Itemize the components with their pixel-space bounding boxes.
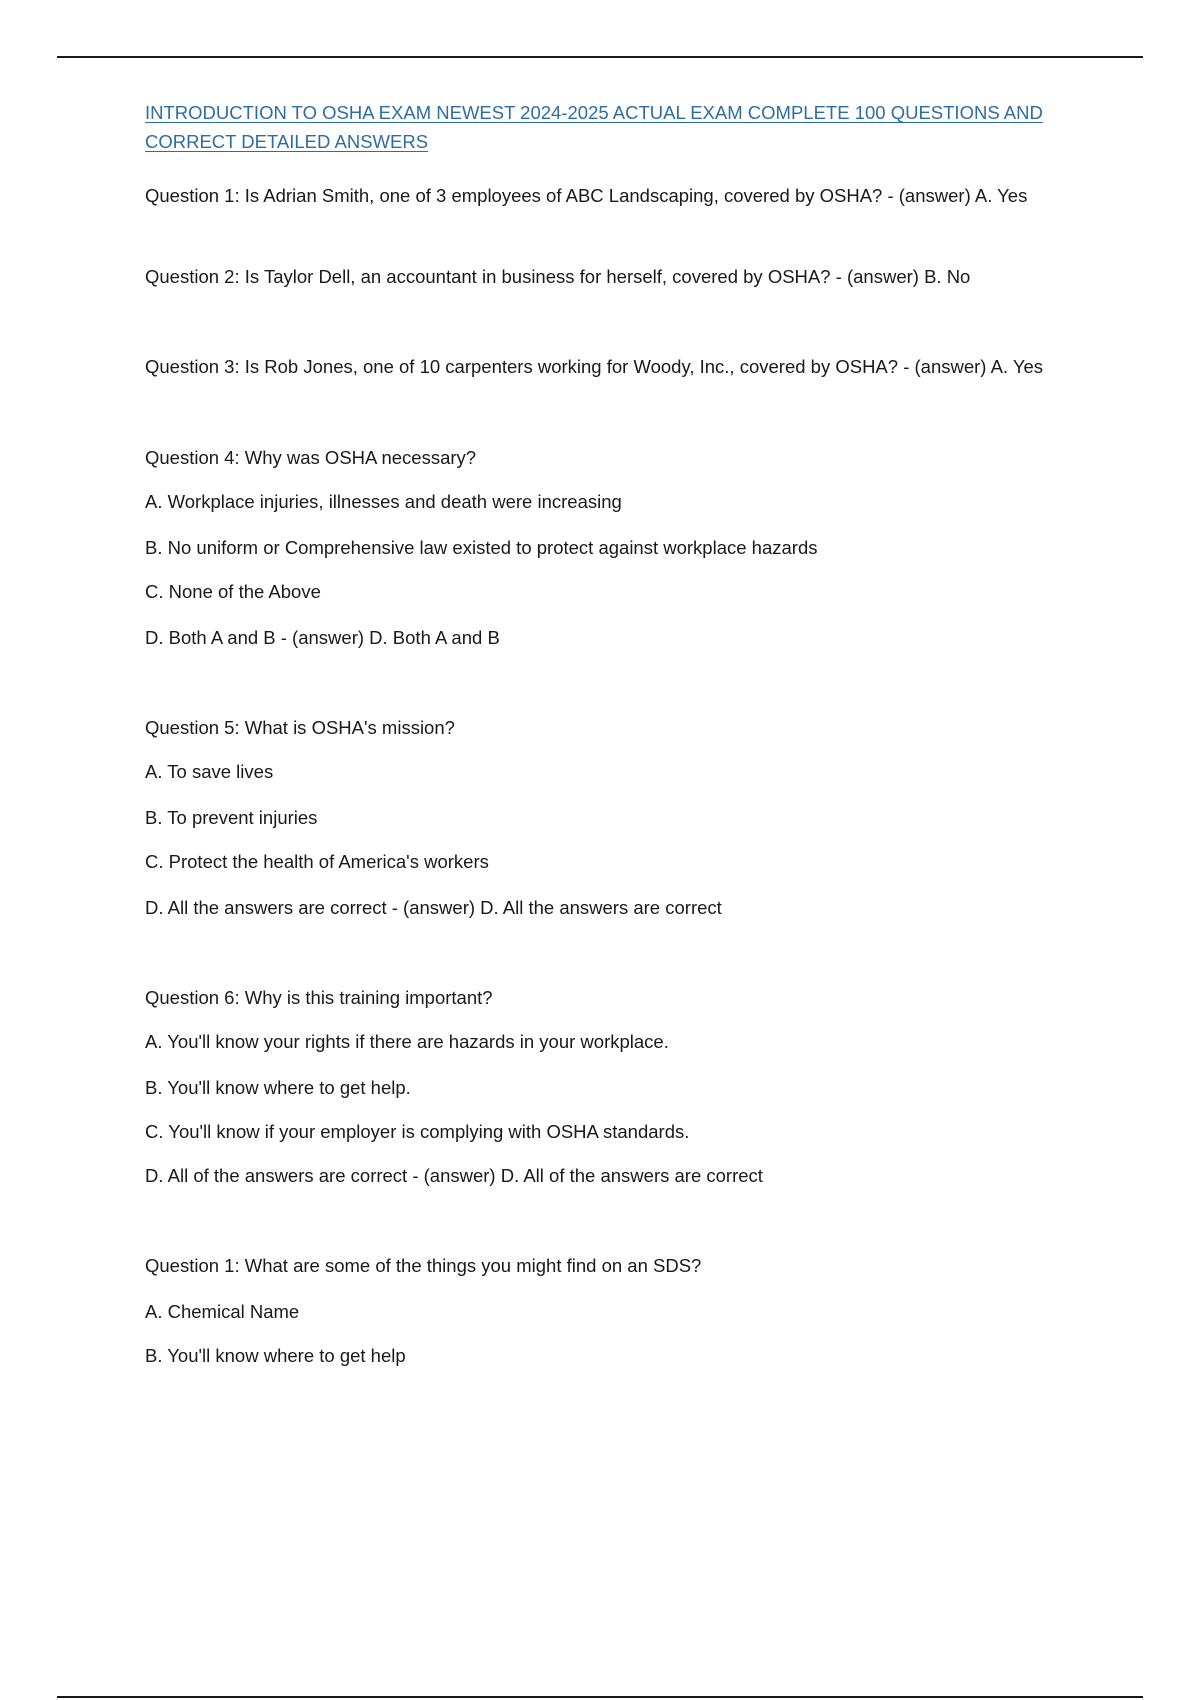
document-title-link[interactable]: INTRODUCTION TO OSHA EXAM NEWEST 2024-2025 ACTUAL EXAM COMPLETE 100 QUESTIONS AND CORRECT DETAILED ANSWERS xyxy=(145,102,1043,152)
question-6-option-c: C. You'll know if your employer is complying with OSHA standards. xyxy=(145,1121,690,1142)
question-6-option-d: D. All of the answers are correct - (answer) D. All of the answers are correct xyxy=(145,1165,763,1186)
question-4-text: Question 4: Why was OSHA necessary? xyxy=(145,447,477,468)
question-sds-option-a: A. Chemical Name xyxy=(145,1301,300,1322)
question-6-text: Question 6: Why is this training important? xyxy=(145,987,493,1008)
top-rule xyxy=(57,56,1143,58)
question-sds-text: Question 1: What are some of the things you might find on an SDS? xyxy=(145,1255,702,1276)
question-3-text: Question 3: Is Rob Jones, one of 10 carpenters working for Woody, Inc., covered by OSHA? - (answer) A. Yes xyxy=(145,356,1044,377)
question-5-text: Question 5: What is OSHA's mission? xyxy=(145,717,455,738)
question-4-option-a: A. Workplace injuries, illnesses and death were increasing xyxy=(145,491,622,512)
question-5-option-a: A. To save lives xyxy=(145,761,274,782)
question-1-text: Question 1: Is Adrian Smith, one of 3 employees of ABC Landscaping, covered by OSHA? - (answer) A. Yes xyxy=(145,185,1028,206)
question-5-option-d: D. All the answers are correct - (answer) D. All the answers are correct xyxy=(145,897,722,918)
question-6-option-b: B. You'll know where to get help. xyxy=(145,1077,411,1098)
question-2-text: Question 2: Is Taylor Dell, an accountant in business for herself, covered by OSHA? - (answer) B. No xyxy=(145,266,971,287)
question-4-option-d: D. Both A and B - (answer) D. Both A and B xyxy=(145,627,500,648)
question-6-option-a: A. You'll know your rights if there are hazards in your workplace. xyxy=(145,1031,669,1052)
question-4-option-b: B. No uniform or Comprehensive law existed to protect against workplace hazards xyxy=(145,537,818,558)
question-5-option-b: B. To prevent injuries xyxy=(145,807,318,828)
question-4-option-c: C. None of the Above xyxy=(145,581,321,602)
document-body xyxy=(145,98,1095,1370)
question-5-option-c: C. Protect the health of America's workers xyxy=(145,851,489,872)
question-sds-option-b: B. You'll know where to get help xyxy=(145,1345,406,1366)
bottom-rule xyxy=(57,1696,1143,1698)
